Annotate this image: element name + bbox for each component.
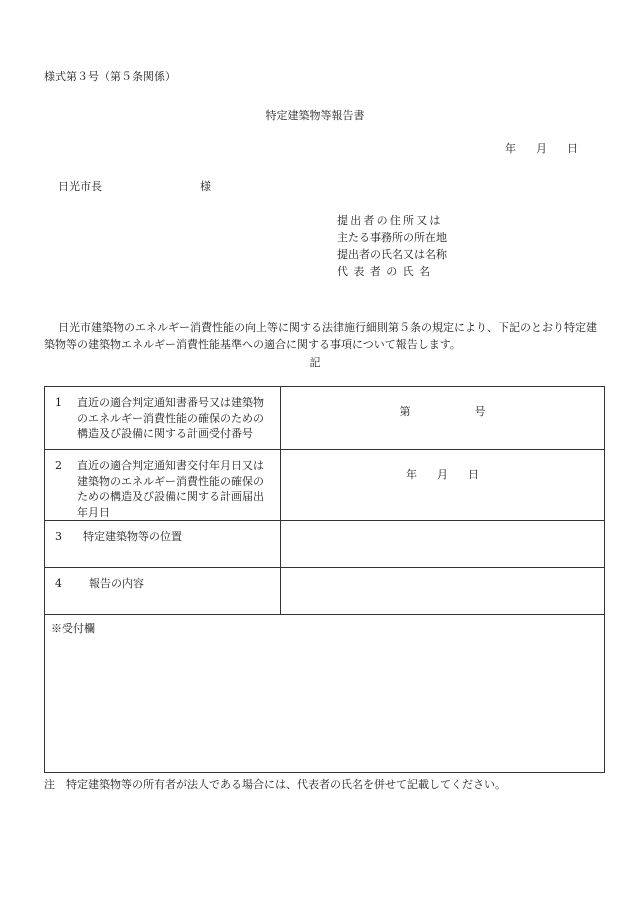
row3-label: 特定建築物等の位置	[83, 530, 182, 543]
table-row	[45, 521, 605, 568]
row4-label-cell	[45, 568, 281, 615]
reporter-representative-label: 代表者の氏名	[337, 265, 436, 278]
report-table	[44, 386, 605, 773]
ki-heading: 記	[309, 356, 321, 369]
receipt-cell	[45, 615, 605, 773]
row1-value-cell[interactable]	[281, 387, 605, 450]
table-row	[45, 615, 605, 773]
receipt-label: ※受付欄	[51, 622, 95, 635]
table-row	[45, 568, 605, 615]
reporter-address-label: 提出者の住所又は	[337, 214, 443, 227]
table-row	[45, 450, 605, 521]
row3-label-cell	[45, 521, 281, 568]
row2-value-cell[interactable]	[281, 450, 605, 521]
form-number: 様式第３号（第５条関係）	[44, 70, 176, 83]
addressee-name: 日光市長	[58, 180, 102, 193]
row3-number: 3	[55, 530, 62, 543]
row4-value-cell[interactable]	[281, 568, 605, 615]
report-date	[505, 140, 578, 156]
footer-note: 注 特定建築物等の所有者が法人である場合には、代表者の氏名を併せて記載してください。	[44, 778, 506, 791]
body-text: 日光市建築物のエネルギー消費性能の向上等に関する法律施行細則第５条の規定により、下記のとおり特定建築物等の建築物エネルギー消費性能基準への適合に関する事項について報告します。	[44, 321, 597, 351]
date-year-label: 年	[505, 142, 516, 155]
addressee-suffix: 様	[200, 180, 211, 193]
page-title: 特定建築物等報告書	[265, 109, 365, 122]
row3-value-cell[interactable]	[281, 521, 605, 568]
addressee	[58, 178, 211, 194]
row2-label-cell	[45, 450, 281, 521]
row2-day: 日	[468, 468, 479, 481]
row4-label: 報告の内容	[89, 577, 144, 590]
row1-go: 号	[474, 405, 486, 418]
table-row	[45, 387, 605, 450]
row4-number: 4	[55, 577, 62, 590]
row1-label: 直近の適合判定通知書番号又は建築物のエネルギー消費性能の確保のための構造及び設備に関する計画受付番号	[77, 396, 264, 440]
row2-year: 年	[406, 468, 417, 481]
date-month-label: 月	[536, 142, 547, 155]
date-day-label: 日	[567, 142, 578, 155]
reporter-name-label: 提出者の氏名又は名称	[337, 248, 447, 261]
reporter-office-label: 主たる事務所の所在地	[337, 231, 447, 244]
row2-label: 直近の適合判定通知書交付年月日又は建築物のエネルギー消費性能の確保のための構造及び設備に関する計画届出年月日	[77, 459, 264, 519]
row1-number: 1	[55, 396, 62, 409]
row2-month: 月	[437, 468, 448, 481]
row1-label-cell	[45, 387, 281, 450]
row1-dai: 第	[399, 405, 411, 418]
row2-number: 2	[55, 459, 62, 472]
